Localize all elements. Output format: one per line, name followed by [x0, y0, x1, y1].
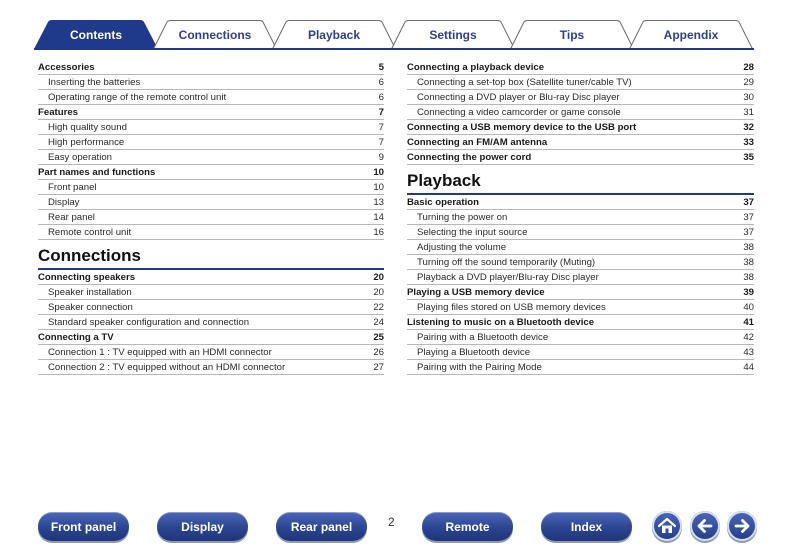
toc-entry-label: Rear panel [48, 212, 95, 223]
tab-label: Tips [559, 27, 585, 42]
toc-entry-sub[interactable] [407, 105, 754, 120]
toc-entry-main[interactable] [407, 60, 754, 75]
toc-entry-label: Operating range of the remote control unit [48, 92, 227, 103]
home-icon [657, 516, 677, 536]
toc-entry-sub[interactable] [407, 300, 754, 315]
toc-entry-label: Display [48, 197, 80, 208]
toc-entry-sub[interactable] [407, 210, 754, 225]
tab-settings[interactable] [391, 20, 515, 49]
toc-entry-page: 9 [378, 152, 384, 163]
toc-entry-label: Connection 2 : TV equipped without an HDMI connector [48, 362, 286, 373]
toc-entry-label: Speaker installation [48, 287, 132, 298]
next-page-button[interactable] [727, 511, 757, 541]
toc-list [407, 195, 754, 375]
toc-entry-page: 32 [743, 122, 754, 133]
toc-entry-sub[interactable] [407, 90, 754, 105]
tab-label: Playback [307, 27, 361, 42]
toc-entry-page: 40 [743, 302, 754, 313]
toc-entry-sub[interactable] [38, 210, 384, 225]
toc-entry-main[interactable] [407, 135, 754, 150]
toc-entry-sub[interactable] [38, 285, 384, 300]
toc-entry-page: 42 [743, 332, 754, 343]
index-button[interactable]: Index [541, 512, 632, 541]
toc-entry-page: 13 [373, 197, 384, 208]
toc-entry-page: 39 [743, 287, 754, 298]
toc-entry-sub[interactable] [38, 75, 384, 90]
section-heading-playback: Playback [407, 165, 754, 195]
toc-entry-sub[interactable] [407, 75, 754, 90]
tab-appendix[interactable] [629, 20, 753, 49]
toc-entry-page: 37 [743, 212, 754, 223]
toc-entry-main[interactable] [407, 285, 754, 300]
toc-entry-label: Connecting a playback device [407, 62, 545, 73]
toc-entry-label: Front panel [48, 182, 97, 193]
toc-entry-label: Connecting speakers [38, 272, 136, 283]
toc-entry-label: Pairing with the Pairing Mode [417, 362, 542, 373]
toc-entry-page: 6 [378, 92, 384, 103]
arrow-left-icon [695, 516, 715, 536]
toc-entry-page: 7 [378, 137, 384, 148]
toc-entry-page: 30 [743, 92, 754, 103]
toc-entry-main[interactable] [407, 315, 754, 330]
toc-entry-label: Inserting the batteries [48, 77, 141, 88]
toc-entry-label: Connecting an FM/AM antenna [407, 137, 548, 148]
toc-entry-page: 37 [743, 197, 754, 208]
toc-entry-main[interactable] [407, 150, 754, 165]
toc-entry-page: 5 [378, 62, 384, 73]
toc-entry-page: 31 [743, 107, 754, 118]
remote-button[interactable]: Remote [422, 512, 513, 541]
toc-entry-page: 22 [373, 302, 384, 313]
toc-entry-sub[interactable] [38, 150, 384, 165]
previous-page-button[interactable] [690, 511, 720, 541]
toc-entry-page: 20 [373, 287, 384, 298]
toc-entry-label: Part names and functions [38, 167, 156, 178]
toc-entry-label: Easy operation [48, 152, 112, 163]
toc-entry-label: Playback a DVD player/Blu-ray Disc player [417, 272, 599, 283]
toc-left-column [38, 60, 384, 375]
toc-entry-main[interactable] [38, 165, 384, 180]
toc-entry-page: 38 [743, 257, 754, 268]
toc-entry-label: Playing files stored on USB memory devices [417, 302, 606, 313]
toc-entry-sub[interactable] [407, 270, 754, 285]
toc-entry-label: Pairing with a Bluetooth device [417, 332, 549, 343]
toc-entry-sub[interactable] [407, 255, 754, 270]
toc-entry-sub[interactable] [407, 330, 754, 345]
toc-entry-main[interactable] [38, 270, 384, 285]
toc-entry-page: 6 [378, 77, 384, 88]
toc-entry-page: 16 [373, 227, 384, 238]
toc-list [407, 60, 754, 165]
toc-entry-label: Connecting a USB memory device to the USB port [407, 122, 637, 133]
tab-tips[interactable] [510, 20, 634, 49]
toc-entry-label: Connecting a video camcorder or game console [417, 107, 621, 118]
toc-entry-page: 35 [743, 152, 754, 163]
toc-entry-sub[interactable] [38, 135, 384, 150]
toc-entry-page: 20 [373, 272, 384, 283]
toc-entry-label: Turning off the sound temporarily (Muting) [417, 257, 596, 268]
toc-entry-label: Remote control unit [48, 227, 132, 238]
toc-entry-sub[interactable] [38, 120, 384, 135]
toc-entry-sub[interactable] [38, 360, 384, 375]
toc-entry-sub[interactable] [38, 195, 384, 210]
toc-right-column [407, 60, 754, 375]
toc-entry-page: 25 [373, 332, 384, 343]
toc-entry-label: Connecting the power cord [407, 152, 532, 163]
tab-divider [34, 48, 754, 50]
tab-label: Appendix [663, 27, 719, 42]
toc-entry-label: Connection 1 : TV equipped with an HDMI connector [48, 347, 272, 358]
toc-entry-label: High quality sound [48, 122, 127, 133]
toc-entry-page: 10 [373, 167, 384, 178]
toc-entry-label: Connecting a set-top box (Satellite tuner/cable TV) [417, 77, 632, 88]
section-heading-connections: Connections [38, 240, 384, 270]
toc-entry-page: 7 [378, 122, 384, 133]
tab-label: Contents [70, 27, 122, 42]
chapter-tabs [34, 20, 754, 49]
toc-entry-page: 44 [743, 362, 754, 373]
toc-entry-label: Connecting a DVD player or Blu-ray Disc player [417, 92, 620, 103]
toc-entry-sub[interactable] [407, 240, 754, 255]
toc-list [38, 60, 384, 240]
toc-entry-page: 37 [743, 227, 754, 238]
toc-entry-label: Standard speaker configuration and connection [48, 317, 250, 328]
toc-entry-main[interactable] [407, 120, 754, 135]
toc-entry-label: Turning the power on [417, 212, 508, 223]
toc-entry-page: 14 [373, 212, 384, 223]
toc-entry-sub[interactable] [407, 360, 754, 375]
toc-entry-label: Accessories [38, 62, 95, 73]
toc-entry-sub[interactable] [38, 315, 384, 330]
toc-entry-page: 33 [743, 137, 754, 148]
toc-list [38, 270, 384, 375]
toc-entry-label: Selecting the input source [417, 227, 528, 238]
page-number: 2 [388, 515, 395, 529]
toc-entry-sub[interactable] [38, 225, 384, 240]
toc-entry-label: Playing a Bluetooth device [417, 347, 531, 358]
toc-entry-page: 29 [743, 77, 754, 88]
toc-entry-label: Connecting a TV [38, 332, 114, 343]
toc-entry-main[interactable] [38, 60, 384, 75]
tab-label: Settings [429, 27, 477, 42]
toc-entry-sub[interactable] [38, 345, 384, 360]
toc-entry-label: Adjusting the volume [417, 242, 507, 253]
toc-entry-sub[interactable] [38, 180, 384, 195]
toc-entry-main[interactable] [407, 195, 754, 210]
arrow-right-icon [732, 516, 752, 536]
toc-entry-page: 26 [373, 347, 384, 358]
tab-playback[interactable] [272, 20, 396, 49]
toc-entry-label: Listening to music on a Bluetooth device [407, 317, 595, 328]
toc-entry-page: 38 [743, 242, 754, 253]
toc-entry-sub[interactable] [407, 225, 754, 240]
toc-entry-label: Speaker connection [48, 302, 133, 313]
toc-entry-page: 10 [373, 182, 384, 193]
toc-entry-page: 38 [743, 272, 754, 283]
toc-entry-sub[interactable] [38, 300, 384, 315]
toc-entry-page: 41 [743, 317, 754, 328]
tab-connections[interactable] [153, 20, 277, 49]
rear-panel-button[interactable]: Rear panel [276, 512, 367, 541]
toc-entry-page: 43 [743, 347, 754, 358]
display-button[interactable]: Display [157, 512, 248, 541]
toc-entry-sub[interactable] [38, 90, 384, 105]
toc-entry-sub[interactable] [407, 345, 754, 360]
toc-entry-main[interactable] [38, 330, 384, 345]
front-panel-button[interactable]: Front panel [38, 512, 129, 541]
toc-entry-label: Features [38, 107, 78, 118]
toc-entry-page: 28 [743, 62, 754, 73]
tab-contents[interactable] [34, 20, 158, 49]
home-button[interactable] [652, 511, 682, 541]
toc-entry-page: 7 [378, 107, 384, 118]
toc-entry-label: Playing a USB memory device [407, 287, 545, 298]
toc-entry-main[interactable] [38, 105, 384, 120]
toc-entry-label: Basic operation [407, 197, 479, 208]
toc-entry-page: 27 [373, 362, 384, 373]
toc-entry-label: High performance [48, 137, 125, 148]
tab-label: Connections [178, 27, 252, 42]
toc-entry-page: 24 [373, 317, 384, 328]
